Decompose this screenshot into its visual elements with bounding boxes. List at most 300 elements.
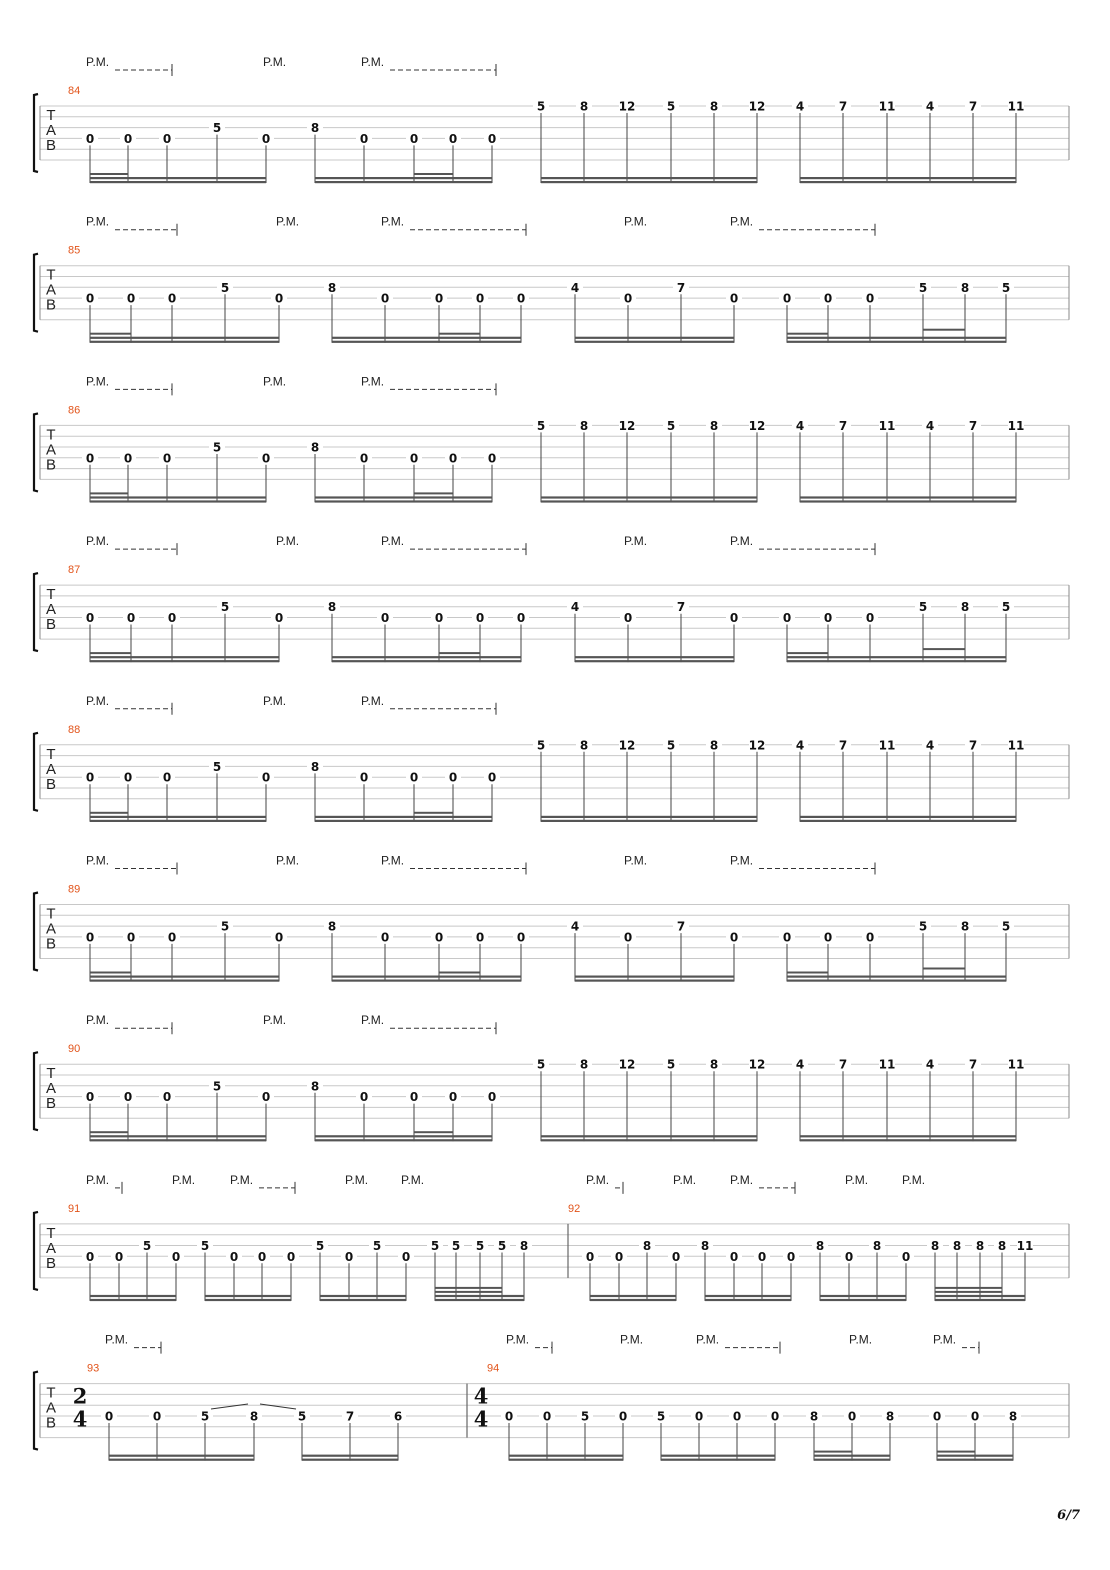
beam-subdivision: [923, 648, 965, 650]
fret-number: 0: [770, 1409, 780, 1424]
palm-mute-label: P.M.: [263, 374, 287, 389]
fret-number: 7: [345, 1409, 355, 1424]
fret-number: 0: [434, 291, 444, 306]
palm-mute-label: P.M.: [933, 1332, 957, 1347]
beam-subdivision: [435, 1287, 502, 1289]
fret-number: 5: [200, 1409, 210, 1424]
beam-secondary: [332, 660, 521, 662]
beam-secondary: [205, 1299, 291, 1301]
fret-number: 8: [709, 99, 719, 114]
beam-secondary: [315, 500, 492, 502]
fret-number: 5: [918, 919, 928, 934]
palm-mute-label: P.M.: [673, 1172, 697, 1187]
beam-secondary: [109, 1459, 254, 1461]
fret-number: 5: [142, 1239, 152, 1253]
fret-number: 0: [167, 291, 177, 306]
fret-number: 8: [952, 1239, 962, 1253]
fret-number: 5: [200, 1239, 210, 1253]
palm-mute-label: P.M.: [86, 374, 110, 389]
beam-primary: [590, 1295, 676, 1297]
fret-number: 0: [274, 611, 284, 625]
beam-primary: [800, 496, 1016, 498]
beam-primary: [541, 177, 757, 179]
measure-number: 93: [87, 1362, 100, 1375]
palm-mute-label: P.M.: [849, 1332, 873, 1347]
beam-subdivision: [90, 1131, 128, 1133]
fret-number: 8: [960, 600, 970, 615]
fret-number: 0: [786, 1249, 796, 1264]
fret-number: 5: [372, 1239, 382, 1253]
fret-number: 0: [475, 930, 485, 945]
beam-secondary: [332, 341, 521, 343]
beam-primary: [90, 656, 279, 658]
beam-secondary: [575, 980, 734, 982]
fret-number: 0: [448, 770, 458, 785]
tab-clef-letter: T: [46, 1384, 56, 1402]
fret-number: 8: [809, 1409, 819, 1424]
beam-subdivision: [439, 652, 480, 654]
fret-number: 12: [748, 418, 766, 433]
beam-subdivision: [787, 333, 828, 335]
tab-clef-letter: T: [46, 905, 56, 923]
palm-mute-label: P.M.: [263, 1013, 287, 1028]
beam-subdivision: [935, 1287, 1002, 1289]
fret-number: 0: [585, 1249, 595, 1264]
fret-number: 0: [623, 930, 633, 945]
beam-subdivision: [414, 492, 453, 494]
beam-secondary: [814, 1459, 890, 1461]
beam-secondary: [315, 820, 492, 822]
page-number: 6/7: [1057, 1508, 1080, 1523]
beam-primary: [320, 1295, 406, 1297]
beam-primary: [205, 1295, 291, 1297]
fret-number: 8: [327, 919, 337, 934]
tab-clef-letter: T: [46, 266, 56, 284]
fret-number: 5: [666, 738, 676, 753]
palm-mute-label: P.M.: [730, 1172, 754, 1187]
tab-clef-letter: T: [46, 745, 56, 763]
fret-number: 0: [729, 611, 739, 625]
tab-clef-letter: A: [45, 281, 57, 299]
beam-primary: [575, 337, 734, 339]
fret-number: 0: [729, 291, 739, 306]
beam-secondary: [541, 181, 757, 183]
fret-number: 7: [838, 1057, 848, 1072]
fret-number: 0: [614, 1249, 624, 1264]
fret-number: 7: [676, 919, 686, 934]
fret-number: 11: [1016, 1239, 1034, 1253]
tab-clef-letter: B: [45, 1095, 57, 1113]
fret-number: 5: [212, 121, 222, 136]
fret-number: 0: [162, 770, 172, 785]
fret-number: 0: [542, 1409, 552, 1424]
system-bracket: [34, 94, 38, 172]
beam-primary: [800, 816, 1016, 818]
fret-number: 0: [167, 611, 177, 625]
beam-subdivision: [787, 652, 828, 654]
fret-number: 0: [782, 291, 792, 306]
fret-number: 11: [1007, 418, 1025, 433]
fret-number: 0: [257, 1249, 267, 1264]
fret-number: 0: [126, 611, 136, 625]
fret-number: 8: [310, 440, 320, 455]
fret-number: 0: [380, 930, 390, 945]
fret-number: 0: [261, 451, 271, 466]
palm-mute-label: P.M.: [624, 214, 648, 229]
palm-mute-label: P.M.: [86, 853, 110, 868]
fret-number: 0: [823, 930, 833, 945]
fret-number: 4: [570, 280, 580, 295]
beam-secondary: [820, 1299, 906, 1301]
system-bracket: [34, 254, 38, 332]
fret-number: 0: [844, 1249, 854, 1264]
beam-secondary: [787, 341, 1006, 343]
fret-number: 5: [297, 1409, 307, 1424]
measure-number: 90: [68, 1043, 81, 1056]
fret-number: 0: [782, 930, 792, 945]
tab-clef-letter: A: [45, 1399, 57, 1417]
beam-subdivision: [923, 329, 965, 331]
tab-clef-letter: B: [45, 935, 57, 953]
fret-number: 0: [380, 611, 390, 625]
palm-mute-label: P.M.: [730, 853, 754, 868]
fret-number: 12: [618, 418, 636, 433]
fret-number: 12: [618, 99, 636, 114]
fret-number: 5: [220, 919, 230, 934]
fret-number: 4: [795, 1057, 805, 1072]
beam-secondary: [90, 1139, 266, 1141]
fret-number: 8: [815, 1239, 825, 1253]
fret-number: 0: [359, 1090, 369, 1105]
fret-number: 0: [104, 1409, 114, 1424]
fret-number: 0: [823, 291, 833, 306]
fret-number: 12: [618, 738, 636, 753]
fret-number: 0: [823, 611, 833, 625]
beam-primary: [435, 1295, 524, 1297]
fret-number: 0: [865, 291, 875, 306]
fret-number: 0: [487, 1090, 497, 1105]
fret-number: 12: [748, 1057, 766, 1072]
beam-secondary: [705, 1299, 791, 1301]
tab-clef-letter: A: [45, 1239, 57, 1257]
fret-number: 8: [709, 738, 719, 753]
fret-number: 5: [212, 440, 222, 455]
palm-mute-label: P.M.: [263, 55, 287, 69]
measure-number: 84: [68, 85, 81, 97]
beam-subdivision: [90, 333, 131, 335]
fret-number: 7: [968, 99, 978, 114]
beam-secondary: [800, 1139, 1016, 1141]
time-signature-top: 2: [72, 1383, 88, 1409]
fret-number: 8: [249, 1409, 259, 1424]
fret-number: 0: [409, 770, 419, 785]
fret-number: 7: [968, 1057, 978, 1072]
fret-number: 11: [1007, 99, 1025, 114]
tab-clef-letter: B: [45, 137, 57, 154]
beam-primary: [90, 816, 266, 818]
fret-number: 0: [162, 131, 172, 146]
time-signature-bottom: 4: [473, 1406, 489, 1432]
fret-number: 5: [315, 1239, 325, 1253]
fret-number: 0: [434, 930, 444, 945]
fret-number: 8: [1008, 1409, 1018, 1424]
fret-number: 0: [229, 1249, 239, 1264]
fret-number: 0: [409, 131, 419, 146]
fret-number: 0: [487, 131, 497, 146]
palm-mute-label: P.M.: [361, 1013, 385, 1028]
tab-clef-letter: B: [45, 1414, 57, 1432]
fret-number: 5: [220, 280, 230, 295]
beam-primary: [705, 1295, 791, 1297]
fret-number: 0: [782, 611, 792, 625]
beam-subdivision: [439, 333, 480, 335]
fret-number: 7: [968, 418, 978, 433]
beam-subdivision: [787, 972, 828, 974]
fret-number: 8: [709, 1057, 719, 1072]
tab-clef-letter: B: [45, 616, 57, 634]
fret-number: 5: [536, 1057, 546, 1072]
beam-secondary: [90, 660, 279, 662]
fret-number: 0: [932, 1409, 942, 1424]
beam-secondary: [90, 341, 279, 343]
fret-number: 0: [344, 1249, 354, 1264]
fret-number: 4: [925, 418, 935, 433]
fret-number: 5: [918, 600, 928, 615]
fret-number: 12: [618, 1057, 636, 1072]
fret-number: 8: [872, 1239, 882, 1253]
fret-number: 5: [1001, 919, 1011, 934]
fret-number: 0: [261, 131, 271, 146]
fret-number: 0: [171, 1249, 181, 1264]
tab-clef-letter: T: [46, 1065, 56, 1083]
fret-number: 5: [918, 280, 928, 295]
fret-number: 0: [123, 451, 133, 466]
fret-number: 0: [380, 291, 390, 306]
fret-number: 8: [709, 418, 719, 433]
fret-number: 12: [748, 99, 766, 114]
tab-clef-letter: A: [45, 760, 57, 778]
fret-number: 8: [579, 418, 589, 433]
palm-mute-label: P.M.: [381, 853, 405, 868]
fret-number: 8: [327, 600, 337, 615]
fret-number: 8: [997, 1239, 1007, 1253]
beam-subdivision: [414, 173, 453, 175]
palm-mute-label: P.M.: [586, 1172, 610, 1187]
beam-primary: [302, 1455, 398, 1457]
tab-clef-letter: T: [46, 107, 56, 124]
fret-number: 0: [448, 1090, 458, 1105]
beam-secondary: [541, 1139, 757, 1141]
fret-number: 7: [968, 738, 978, 753]
fret-number: 5: [430, 1239, 440, 1253]
fret-number: 0: [261, 770, 271, 785]
beam-primary: [90, 976, 279, 978]
measure-number: 86: [68, 404, 81, 417]
beam-primary: [661, 1455, 775, 1457]
fret-number: 0: [865, 930, 875, 945]
fret-number: 5: [1001, 280, 1011, 295]
beam-primary: [90, 1135, 266, 1137]
beam-secondary: [937, 1459, 1013, 1461]
beam-primary: [509, 1455, 623, 1457]
palm-mute-label: P.M.: [730, 214, 754, 229]
fret-number: 0: [901, 1249, 911, 1264]
fret-number: 5: [666, 1057, 676, 1072]
palm-mute-label: P.M.: [86, 55, 110, 69]
fret-number: 4: [925, 738, 935, 753]
fret-number: 5: [451, 1239, 461, 1253]
fret-number: 0: [448, 131, 458, 146]
beam-subdivision: [414, 812, 453, 814]
measure-number: 87: [68, 564, 81, 577]
palm-mute-label: P.M.: [381, 534, 405, 549]
palm-mute-label: P.M.: [86, 534, 110, 549]
fret-number: 5: [1001, 600, 1011, 615]
fret-number: 0: [123, 1090, 133, 1105]
beam-primary: [332, 656, 521, 658]
beam-subdivision: [414, 1131, 453, 1133]
fret-number: 0: [126, 291, 136, 306]
beam-primary: [575, 976, 734, 978]
fret-number: 0: [85, 291, 95, 306]
palm-mute-label: P.M.: [506, 1332, 530, 1347]
palm-mute-label: P.M.: [86, 214, 110, 229]
beam-secondary: [575, 341, 734, 343]
tab-clef-letter: B: [45, 1254, 57, 1272]
fret-number: 0: [409, 1090, 419, 1105]
fret-number: 4: [925, 1057, 935, 1072]
fret-number: 0: [729, 1249, 739, 1264]
beam-secondary: [590, 1299, 676, 1301]
beam-secondary: [800, 500, 1016, 502]
palm-mute-label: P.M.: [696, 1332, 720, 1347]
tab-clef-letter: B: [45, 775, 57, 793]
fret-number: 8: [579, 738, 589, 753]
fret-number: 11: [1007, 738, 1025, 753]
palm-mute-label: P.M.: [361, 693, 385, 708]
beam-secondary: [509, 1459, 623, 1461]
system-bracket: [34, 573, 38, 651]
fret-number: 5: [666, 99, 676, 114]
beam-primary: [90, 337, 279, 339]
time-signature-top: 4: [473, 1383, 489, 1409]
system-bracket: [34, 413, 38, 491]
fret-number: 0: [123, 770, 133, 785]
beam-secondary: [90, 500, 266, 502]
fret-number: 5: [212, 1079, 222, 1094]
beam-primary: [90, 177, 266, 179]
fret-number: 0: [618, 1409, 628, 1424]
beam-subdivision: [90, 812, 128, 814]
beam-subdivision: [935, 1291, 1002, 1293]
fret-number: 0: [359, 770, 369, 785]
measure-number: 91: [68, 1202, 81, 1215]
fret-number: 0: [847, 1409, 857, 1424]
fret-number: 0: [126, 930, 136, 945]
palm-mute-label: P.M.: [263, 693, 287, 708]
palm-mute-label: P.M.: [902, 1172, 926, 1187]
beam-subdivision: [937, 1451, 975, 1453]
palm-mute-label: P.M.: [624, 853, 648, 868]
fret-number: 4: [570, 600, 580, 615]
beam-primary: [814, 1455, 890, 1457]
fret-number: 8: [960, 280, 970, 295]
fret-number: 11: [1007, 1057, 1025, 1072]
beam-primary: [937, 1455, 1013, 1457]
palm-mute-label: P.M.: [624, 534, 648, 549]
beam-primary: [109, 1455, 254, 1457]
palm-mute-label: P.M.: [276, 534, 300, 549]
beam-primary: [332, 976, 521, 978]
fret-number: 8: [579, 1057, 589, 1072]
fret-number: 0: [274, 930, 284, 945]
tab-clef-letter: B: [45, 456, 57, 474]
beam-secondary: [315, 181, 492, 183]
tab-clef-letter: B: [45, 296, 57, 314]
fret-number: 0: [167, 930, 177, 945]
fret-number: 4: [795, 418, 805, 433]
beam-secondary: [435, 1299, 524, 1301]
time-signature-bottom: 4: [72, 1406, 88, 1432]
beam-primary: [541, 1135, 757, 1137]
beam-primary: [787, 976, 1006, 978]
fret-number: 7: [838, 738, 848, 753]
fret-number: 0: [359, 131, 369, 146]
palm-mute-label: P.M.: [86, 1172, 110, 1187]
fret-number: 0: [694, 1409, 704, 1424]
palm-mute-label: P.M.: [172, 1172, 196, 1187]
fret-number: 5: [220, 600, 230, 615]
fret-number: 0: [487, 451, 497, 466]
fret-number: 0: [475, 611, 485, 625]
beam-secondary: [541, 820, 757, 822]
fret-number: 11: [878, 418, 896, 433]
palm-mute-label: P.M.: [401, 1172, 425, 1187]
palm-mute-label: P.M.: [230, 1172, 254, 1187]
palm-mute-label: P.M.: [730, 534, 754, 549]
fret-number: 0: [729, 930, 739, 945]
fret-number: 0: [516, 291, 526, 306]
fret-number: 0: [85, 451, 95, 466]
fret-number: 0: [359, 451, 369, 466]
system-bracket: [34, 733, 38, 811]
beam-secondary: [541, 500, 757, 502]
beam-primary: [541, 816, 757, 818]
beam-subdivision: [435, 1291, 502, 1293]
beam-primary: [935, 1295, 1025, 1297]
beam-secondary: [90, 181, 266, 183]
system-bracket: [34, 1212, 38, 1290]
tab-clef-letter: A: [45, 601, 57, 619]
beam-primary: [332, 337, 521, 339]
fret-number: 5: [536, 418, 546, 433]
measure-number: 92: [568, 1202, 581, 1215]
fret-number: 8: [579, 99, 589, 114]
fret-number: 11: [878, 1057, 896, 1072]
beam-primary: [787, 656, 1006, 658]
beam-secondary: [575, 660, 734, 662]
beam-primary: [541, 496, 757, 498]
fret-number: 8: [975, 1239, 985, 1253]
fret-number: 8: [310, 1079, 320, 1094]
beam-secondary: [787, 660, 1006, 662]
tab-clef-letter: A: [45, 920, 57, 938]
palm-mute-label: P.M.: [345, 1172, 369, 1187]
fret-number: 0: [516, 930, 526, 945]
fret-number: 5: [666, 418, 676, 433]
fret-number: 0: [286, 1249, 296, 1264]
fret-number: 8: [642, 1239, 652, 1253]
